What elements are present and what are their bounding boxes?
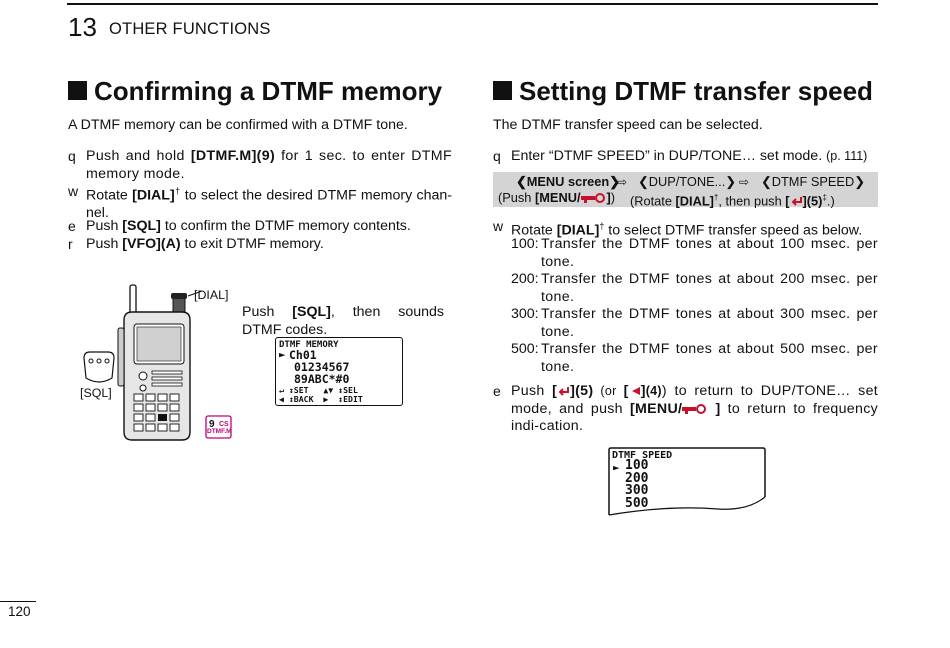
right-heading: Setting DTMF transfer speed — [493, 76, 873, 107]
lcd-speed-list — [625, 460, 648, 510]
step-number: r — [68, 236, 73, 252]
enter-arrow-icon — [557, 386, 570, 396]
speed-item-200: 200: Transfer the DTMF tones at about 200 msec. per tone. — [511, 271, 878, 305]
menu-rotate-hint: (Rotate [DIAL]†, then push [ ](5)‡.) — [630, 193, 835, 209]
right-intro: The DTMF transfer speed can be selected. — [493, 117, 763, 133]
key-9-number: 9 — [209, 419, 215, 430]
step-number: w — [68, 183, 79, 199]
lcd-speed-item: 200 — [625, 470, 649, 486]
lcd-speed-title: DTMF SPEED — [612, 450, 673, 461]
speed-item-300: 300: Transfer the DTMF tones at about 300 msec. per tone. — [511, 306, 878, 340]
key-9-cs: CS — [219, 421, 229, 428]
menu-path-2: ❮DUP/TONE...❯ — [638, 174, 737, 189]
lcd-title: DTMF MEMORY — [279, 340, 339, 350]
left-step-2: w Rotate [DIAL]† to select the desired DTMF memory chan-nel. — [68, 183, 452, 222]
right-step-3: e Push [ ](5) (or [ ](4)) to return to DUP/TONE… set mode, and push [MENU/ ] to return to frequency indi-cation. — [493, 383, 878, 434]
key-label: [VFO](A) — [122, 236, 181, 252]
arrow-right-icon: ⇨ — [739, 175, 750, 189]
sql-caption: Push [SQL], then sounds DTMF codes. — [242, 304, 444, 338]
page-number: 120 — [8, 604, 31, 619]
step-number: q — [68, 148, 76, 164]
speed-item-500: 500: Transfer the DTMF tones at about 500 msec. per tone. — [511, 341, 878, 375]
lcd-pointer-icon: ► — [279, 348, 286, 361]
arrow-right-icon: ⇨ — [617, 175, 628, 189]
right-step-1: q Enter “DTMF SPEED” in DUP/TONE… set mode. (p. 111) — [493, 148, 868, 164]
lcd-speed-item: 500 — [625, 495, 649, 511]
lcd-channel: Ch01 — [289, 348, 317, 362]
speed-list — [511, 236, 878, 376]
left-step-4: r Push [VFO](A) to exit DTMF memory. — [68, 236, 324, 252]
lcd-code-2: 89ABC*#0 — [294, 372, 350, 386]
top-rule — [67, 3, 878, 5]
clear-key-icon — [629, 386, 641, 396]
menu-push-hint: (Push [MENU/ ]) — [498, 190, 616, 205]
lcd-speed-item: 300 — [625, 483, 649, 498]
lcd-dtmf-memory — [275, 337, 403, 406]
page-number-rule — [0, 601, 36, 602]
key-label: [DIAL] — [132, 187, 175, 204]
dial-callout: [DIAL] — [194, 288, 229, 302]
step-number: q — [493, 148, 501, 164]
lcd-code-1: 01234567 — [294, 360, 350, 374]
step-number: e — [493, 383, 501, 399]
chapter-number: 13 — [68, 12, 97, 42]
lcd-footer-2: ◀ ↕BACK ▶ ↕EDIT — [279, 394, 363, 404]
left-step-3: e Push [SQL] to confirm the DTMF memory contents. — [68, 218, 411, 234]
right-step-2: w Rotate [DIAL]† to select DTMF transfer speed as below. — [493, 218, 863, 239]
step-number: w — [493, 218, 504, 234]
heading-square-icon — [493, 81, 512, 100]
left-heading: Confirming a DTMF memory — [68, 76, 442, 107]
key-label: [DTMF.M](9) — [190, 148, 276, 164]
key-lock-icon — [581, 193, 607, 203]
menu-path-3: ❮DTMF SPEED❯ — [761, 174, 865, 189]
sql-callout: [SQL] — [80, 386, 112, 400]
lcd-pointer-icon: ► — [613, 461, 620, 474]
enter-arrow-icon — [790, 196, 803, 206]
heading-square-icon — [68, 81, 87, 100]
lcd-footer-1: ↵ ↕SET ▲▼ ↕SEL — [279, 385, 358, 395]
chapter-title: OTHER FUNCTIONS — [109, 20, 271, 38]
step-number: e — [68, 218, 76, 234]
left-step-1: q Push and hold [DTMF.M](9) for 1 sec. to enter DTMF memory mode. — [68, 148, 452, 182]
menu-path-1: ❮MENU screen❯ — [516, 174, 620, 189]
menu-path-box — [493, 172, 878, 207]
speed-item-100: 100: Transfer the DTMF tones at about 100 msec. per tone. — [511, 236, 878, 270]
key-label: [SQL] — [122, 218, 161, 234]
key-lock-icon — [682, 404, 708, 414]
left-intro: A DTMF memory can be confirmed with a DTMF tone. — [68, 117, 408, 133]
lcd-speed-item: 100 — [625, 458, 649, 473]
key-9-label: DTMF.M — [207, 428, 232, 435]
